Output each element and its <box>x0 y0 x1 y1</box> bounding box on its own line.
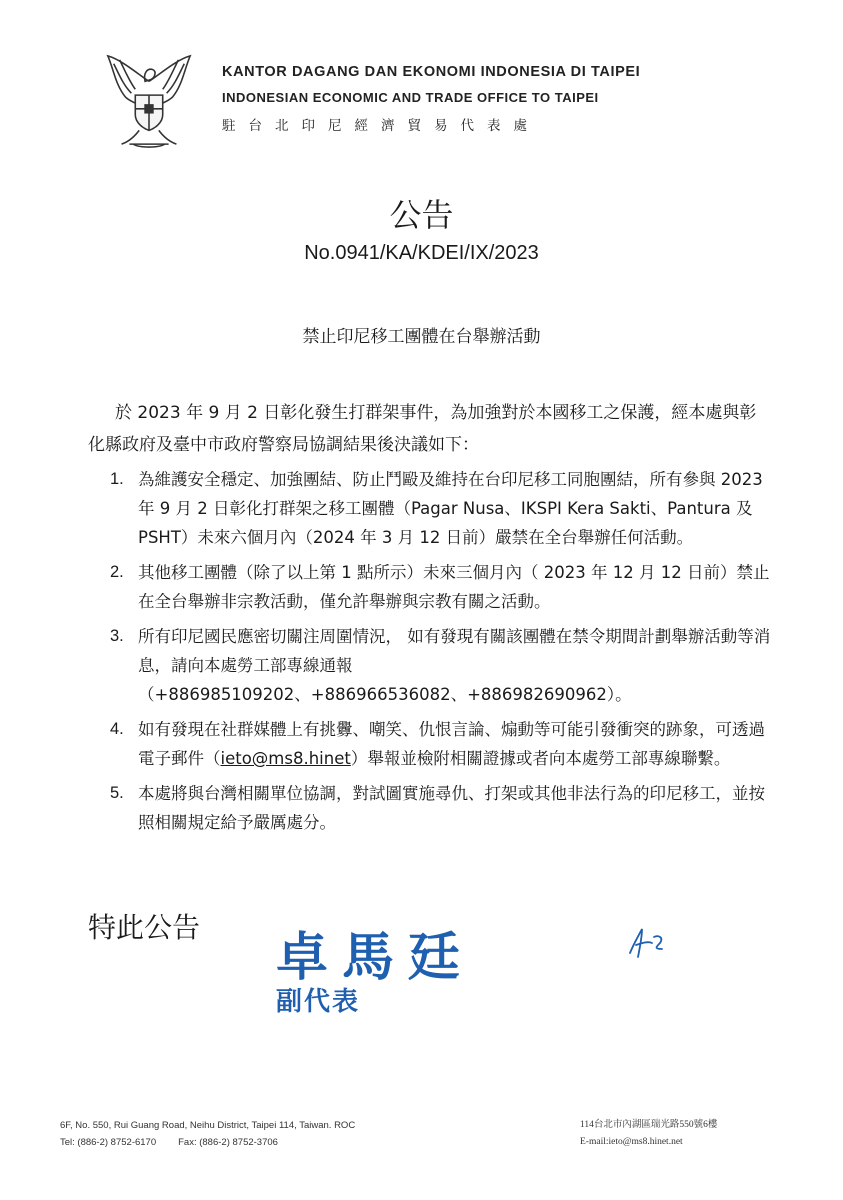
report-email-link[interactable]: ieto@ms8.hinet <box>220 749 351 768</box>
footer-contact-en <box>60 1117 355 1151</box>
organization-header <box>222 64 640 134</box>
footer-address-zh: 114台北市內湖區瑞光路550號6樓 <box>580 1120 718 1130</box>
list-item-text-before: 如有發現在社群媒體上有挑釁、嘲笑、仇恨言論、煽動等可能引發衝突的跡象，可透過電子郵件（ <box>138 720 765 768</box>
list-item-number: 1. <box>110 470 124 488</box>
footer-tel: Tel: (886-2) 8752-6170 <box>60 1137 157 1148</box>
list-item <box>110 558 775 616</box>
org-name-indonesian: KANTOR DAGANG DAN EKONOMI INDONESIA DI TAIPEI <box>222 64 641 80</box>
list-item <box>110 715 775 773</box>
footer-email: E-mail:ieto@ms8.hinet.net <box>580 1137 683 1147</box>
signatory-title: 副代表 <box>276 987 361 1017</box>
document-title: 公告 <box>389 196 454 234</box>
garuda-emblem-icon <box>100 52 198 150</box>
list-item-text-after: ）舉報並檢附相關證據或者向本處勞工部專線聯繫。 <box>350 749 731 768</box>
org-name-english: INDONESIAN ECONOMIC AND TRADE OFFICE TO TAIPEI <box>222 90 599 105</box>
list-item-text: 所有印尼國民應密切關注周圍情況， 如有發現有關該團體在禁令期間計劃舉辦活動等消息，請向本處勞工部專線通報（+886985109202、+886966536082、+886982690962）。 <box>138 627 771 704</box>
list-item-number: 5. <box>110 784 124 802</box>
intro-paragraph: 於 2023 年 9 月 2 日彰化發生打群架事件，為加強對於本國移工之保護，經本處與彰化縣政府及臺中市政府警察局協調結果後決議如下： <box>88 403 757 455</box>
signature-block <box>270 915 690 1025</box>
footer-address-en: 6F, No. 550, Rui Guang Road, Neihu District, Taipei 114, Taiwan. ROC <box>60 1120 356 1131</box>
list-item-text: 其他移工團體（除了以上第 1 點所示）未來三個月內（ 2023 年 12 月 12 日前）禁止在全台舉辦非宗教活動，僅允許舉辦與宗教有關之活動。 <box>138 563 770 611</box>
document-number: No.0941/KA/KDEI/IX/2023 <box>304 242 539 264</box>
list-item-number: 4. <box>110 720 124 738</box>
resolution-list <box>110 465 775 843</box>
list-item-text: 為維護安全穩定、加強團結、防止鬥毆及維持在台印尼移工同胞團結，所有參與 2023 年 9 月 2 日彰化打群架之移工團體（Pagar Nusa、IKSPI Kera Sakti、Pantura 及 PSHT）未來六個月內（2024 年 3 月 12 日前）嚴禁在全台舉辦任何活動。 <box>138 470 763 547</box>
org-name-chinese: 駐台北印尼經濟貿易代表處 <box>222 118 540 134</box>
list-item <box>110 465 775 552</box>
handwritten-initial-icon <box>622 923 672 963</box>
signatory-name: 卓馬廷 <box>276 927 475 988</box>
list-item <box>110 779 775 837</box>
document-subject: 禁止印尼移工團體在台舉辦活動 <box>302 327 541 347</box>
list-item-number: 3. <box>110 627 124 645</box>
footer-contact-zh <box>580 1117 717 1151</box>
list-item-text: 本處將與台灣相關單位協調，對試圖實施尋仇、打架或其他非法行為的印尼移工，並按照相關規定給予嚴厲處分。 <box>138 784 765 832</box>
footer-phone-row <box>60 1134 355 1151</box>
list-item-number: 2. <box>110 563 124 581</box>
closing-statement: 特此公告 <box>88 911 201 944</box>
list-item <box>110 622 775 709</box>
footer-fax: Fax: (886-2) 8752-3706 <box>178 1137 278 1148</box>
